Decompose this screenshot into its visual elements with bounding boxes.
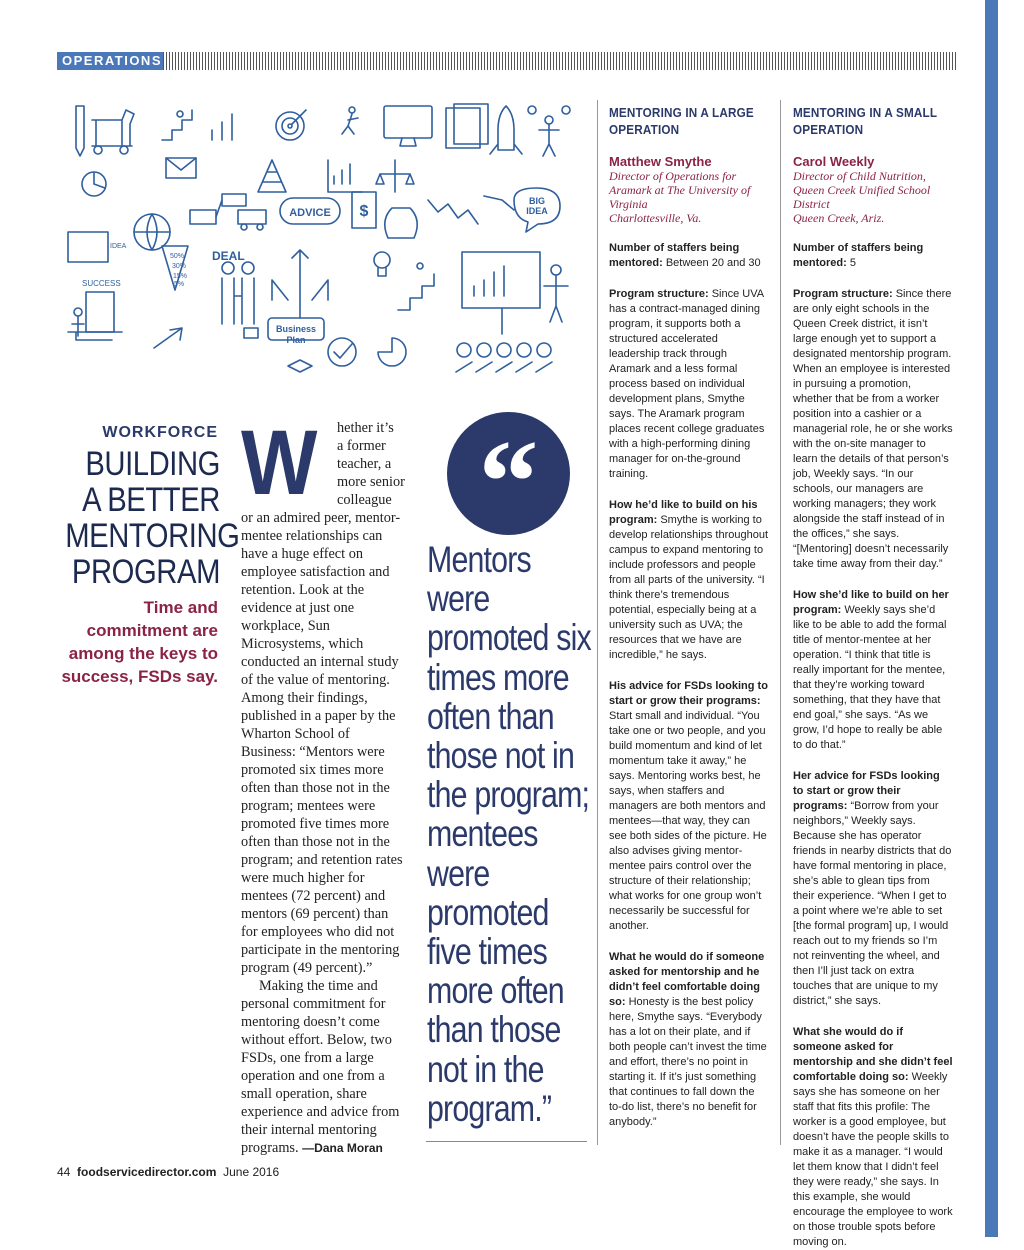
sidebar-block [609,241,769,271]
sidebar-block-label: How she’d like to build on her program: [793,589,949,616]
sidebar-block [793,769,953,1009]
section-label: OPERATIONS [57,52,167,70]
headline-line: A BETTER [82,481,220,519]
sidebar-block-label: His advice for FSDs looking to start or grow their programs: [609,680,768,707]
sidebar-block-text: Between 20 and 30 [665,257,761,269]
sidebar-block-text: “Borrow from your neighbors,” Weekly says. Because she has operator friends in nearby districts that do have formal mentoring in place, she’s able to glean tips from their experience. “When I get to a point where we’re able to set [the formal program] up, I would reach out to my friends so I’m not reinventing the wheel, and then I’ll just tack on extra touches that are unique to my district,” she says. [793,800,952,1007]
column-divider [780,100,781,1145]
quote-mark-icon: “ [478,415,539,548]
illus-label-business-plan: Business Plan [275,324,317,345]
sidebar-block [609,287,769,482]
body-paragraph-text: Making the time and personal commitment for mentoring doesn’t come without effort. Below, two FSDs, one from a large operation and one from a small operation, share experience and advice from their internal mentoring programs. [241,978,400,1156]
illus-label-success: SUCCESS [82,279,121,288]
article-kicker: WORKFORCE [102,424,218,441]
body-paragraph: or an admired peer, mentor-mentee relationships can have a huge effect on employee satisfaction and retention. Look at the evidence at just one workplace, Sun Microsystems, which conducted an internal study of the value of mentoring. Among their findings, published in a paper by the Wharton School of Business: “Mentors were promoted six times more often than those not in the program; mentees were promoted five times more often than those not in the program; and retention rates were much higher for mentees (72 percent) and mentors (69 percent) than for employees who did not participate in the mentoring program (49 percent).” [241,510,403,976]
section-header-rule [163,52,958,70]
column-divider [597,100,598,1145]
sidebar-small-operation [793,104,953,1250]
sidebar-block-text: Honesty is the best policy here, Smythe says. “Everybody has a lot on their plate, and if both people can’t invest the time and effort, there’s no point in starting it. If it’s just something that continues to fall down the to-do list, there’s no benefit for anybody.” [609,996,767,1128]
footer-site: foodservicedirector.com [77,1165,217,1179]
sidebar-block [793,241,953,271]
page-footer [57,1165,279,1179]
sidebar-block-text: Weekly says she has someone on her staff that fits this profile: The worker is a good employee, but doesn’t have the people skills to make it as a manager. “I would let them know that I didn’t feel they were ready,” she says. In this example, she would encourage the employee to work on those trouble spots before moving on. [793,1071,953,1248]
sidebar-block [609,498,769,663]
sidebar-block-label: What she would do if someone asked for mentorship and she didn’t feel comfortable doing so: [793,1026,953,1083]
body-lead-line: hether it’s [337,420,394,436]
headline-line: MENTORING [65,517,240,555]
pull-quote: Mentors were promoted six times more often than those not in the program; mentees were promoted five times more often than those not in the program.” [427,539,591,1129]
body-paragraph [241,977,406,1157]
sidebar-block-text: Since UVA has a contract-managed dining program, it supports both a structured accelerated leadership track through Aramark and a less formal process based on individual development plans, Smythe says. The Aramark program places recent college graduates with a high-performing dining manager for on-the-ground training. [609,288,765,480]
sidebar-block-label: How he’d like to build on his program: [609,499,758,526]
sidebar-block-text: Smythe is working to develop relationships throughout campus to expand mentoring to include professors and people from all parts of the university. “I think there’s tremendous potential, especially being at a university such as UVA; the resources that we have are incredible,” he says. [609,514,769,661]
footer-date: June 2016 [223,1165,280,1179]
article-body [241,412,406,1157]
sidebar-block-label: Program structure: [793,288,893,300]
sidebar-block-text: 5 [849,257,856,269]
headline-line: PROGRAM [71,553,220,591]
sidebar-block [793,588,953,753]
sidebar-person-name: Carol Weekly [793,154,875,169]
page-number: 44 [57,1165,71,1179]
sidebar-block-text: Start small and individual. “You take one or two people, and you build momentum and kind of let momentum take it away,” he says. Mentoring works best, he says, when staffers and managers are both mentors and mentees—that way, they can see both sides of the picture. He also advises giving mentor-mentee pairs control over the structure of their relationship; what works for one group won’t necessarily be successful for another. [609,710,767,932]
sidebar-block [609,950,769,1130]
sidebar-heading: MENTORING IN A LARGE OPERATION [609,105,754,137]
sidebar-block-label: Her advice for FSDs looking to start or grow their programs: [793,770,940,812]
sidebar-block-text: Weekly says she’d like to be able to add the formal title of mentor-mentee at her operation. “I think that title is really important for the mentee, that they’re working toward something, that they have that end goal,” she says. “As we grow, I’d hope to really be able to do that.” [793,604,947,751]
article-author: —Dana Moran [302,1141,383,1155]
body-lead-line: a former [337,438,386,454]
sidebar-person-name: Matthew Smythe [609,154,712,169]
illus-label-idea: IDEA [110,243,127,250]
drop-cap: W [241,412,318,514]
quote-mark-circle [447,412,570,548]
sidebar-person-location: Charlottesville, Va. [609,211,702,225]
body-lead-line: colleague [337,492,392,508]
page-edge-bar [985,0,998,1237]
sidebar-large-operation [609,104,769,1130]
article-dek: Time and commitment are among the keys to success, FSDs say. [61,598,218,686]
sidebar-block-text: Since there are only eight schools in the Queen Creek district, it isn’t large enough yet to support a designated mentorship program. When an employee is interested in pursuing a promotion, whether that be from a worker position into a cashier or a managerial role, he or she works with the on-site manager to learn the details of that person’s job, Weekly says. “In our schools, our managers are working managers; they work alongside the staff instead of in the offices,” she says. “[Mentoring] doesn’t necessarily take time away from their day.” [793,288,953,570]
illus-label-15: 15% [173,273,188,280]
sidebar-block-label: Number of staffers being mentored: [793,242,924,269]
sidebar-block-label: Program structure: [609,288,709,300]
sidebar-block [609,679,769,934]
sidebar-person-title: Director of Operations for Aramark at The University of Virginia [609,169,751,211]
illus-label-big-idea: BIG IDEA [526,196,548,216]
headline-line: BUILDING [85,445,220,483]
sidebar-block-label: What he would do if someone asked for mentorship and he didn’t feel comfortable doing so: [609,951,765,1008]
illus-label-30: 30% [172,263,187,270]
illus-label-5: 5% [174,281,185,288]
sidebar-person-title: Director of Child Nutrition, Queen Creek Unified School District [793,169,931,211]
sidebar-block [793,287,953,572]
illus-label-advice: ADVICE [289,207,331,219]
body-lead-line: more senior [337,474,405,490]
article-headline [65,445,240,591]
illus-label-50: 50% [170,253,185,260]
illus-label-deal: DEAL [212,249,245,263]
business-doodle-illustration [62,100,582,400]
body-lead-line: teacher, a [337,456,392,472]
sidebar-block [793,1025,953,1250]
sidebar-person-location: Queen Creek, Ariz. [793,211,885,225]
pull-quote-rule [426,1141,587,1142]
sidebar-block-label: Number of staffers being mentored: [609,242,740,269]
illus-label-dollar: $ [359,203,369,220]
sidebar-heading: MENTORING IN A SMALL OPERATION [793,105,937,137]
